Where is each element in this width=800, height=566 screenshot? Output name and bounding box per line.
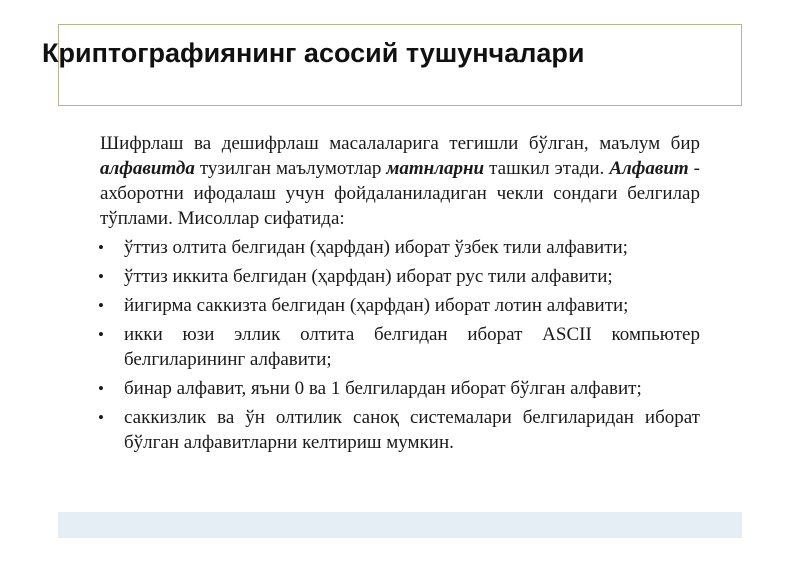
bullet-icon: • (98, 408, 104, 427)
list-item-text: икки юзи эллик олтита белгидан иборат ASCII компьютер белгиларининг алфавити; (124, 324, 700, 370)
bullet-icon: • (98, 296, 104, 315)
list-item-text: ўттиз иккита белгидан (ҳарфдан) иборат рус тили алфавити; (124, 266, 613, 287)
examples-list (100, 235, 700, 455)
bullet-icon: • (98, 379, 104, 398)
intro-text-2: тузилган маълумотлар (194, 158, 387, 179)
intro-text-4: - ахборотни ифодалаш учун фойдаланиладиган чекли сондаги белгилар тўплами. Мисоллар сифатида: (100, 158, 701, 229)
list-item (100, 405, 700, 455)
intro-text-1: Шифрлаш ва дешифрлаш масалаларига тегишли бўлган, маълум бир (100, 133, 700, 154)
bullet-icon: • (98, 325, 104, 344)
bullet-icon: • (98, 267, 104, 286)
slide-body (100, 131, 700, 455)
list-item-text: йигирма саккизта белгидан (ҳарфдан) иборат лотин алфавити; (124, 295, 629, 316)
emphasis-alphabet-term: Алфавит (609, 158, 689, 179)
list-item (100, 264, 700, 289)
list-item (100, 322, 700, 372)
emphasis-alphabet: алфавитда (100, 158, 195, 179)
list-item (100, 376, 700, 401)
intro-text-3: ташкил этади. (484, 158, 610, 179)
intro-paragraph (100, 131, 700, 231)
list-item-text: саккизлик ва ўн олтилик саноқ системалари белгиларидан иборат бўлган алфавитларни келтириш мумкин. (124, 407, 700, 453)
list-item-text: ўттиз олтита белгидан (ҳарфдан) иборат ўзбек тили алфавити; (124, 237, 628, 258)
list-item (100, 235, 700, 260)
list-item (100, 293, 700, 318)
bullet-icon: • (98, 238, 104, 257)
list-item-text: бинар алфавит, яъни 0 ва 1 белгилардан иборат бўлган алфавит; (124, 378, 642, 399)
footer-bar (58, 512, 742, 538)
emphasis-texts: матнларни (386, 158, 485, 179)
slide-title: Криптографиянинг асосий тушунчалари (42, 38, 585, 68)
